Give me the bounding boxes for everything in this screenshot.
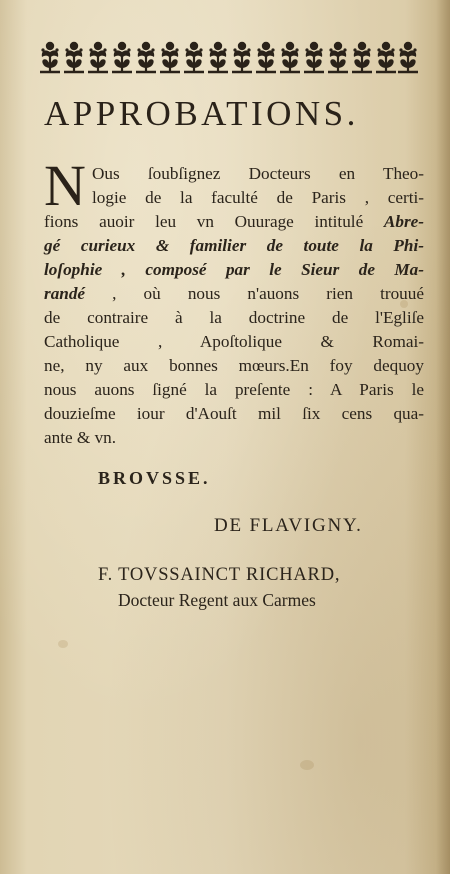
foxing-spot	[58, 640, 68, 648]
text-line	[44, 282, 424, 306]
text-line	[44, 306, 424, 330]
text-line	[44, 354, 424, 378]
text-run: nous auons ſigné la preſente : A Paris le	[44, 380, 424, 399]
text-run: ne, ny aux bonnes mœurs.En foy dequoy	[44, 356, 424, 375]
text-run: , où nous n'auons rien trouué	[85, 284, 424, 303]
signature-richard: F. TOVSSAINCT RICHARD,	[98, 565, 341, 585]
drop-cap: N	[44, 153, 86, 218]
text-run: Ous ſoubſignez Docteurs en Theo-	[92, 164, 424, 183]
text-line	[44, 402, 424, 426]
text-run: douzieſme iour d'Aouſt mil ſix cens qua-	[44, 404, 424, 423]
signature-brousse: BROVSSE.	[98, 468, 211, 488]
book-title-run: Abre-	[383, 212, 424, 231]
page-edge-shadow	[436, 0, 450, 874]
text-run: Catholique , Apoſtolique & Romai-	[44, 332, 424, 351]
text-line	[44, 258, 424, 282]
text-line	[44, 330, 424, 354]
text-run: logie de la faculté de Paris , certi-	[92, 188, 424, 207]
foxing-spot	[300, 760, 314, 770]
text-line	[44, 162, 424, 186]
text-line	[44, 210, 424, 234]
book-title-run: gé curieux & familier de toute la Phi-	[44, 236, 424, 255]
text-line	[44, 426, 424, 450]
text-run: fions auoir leu vn Ouurage intitulé	[44, 212, 384, 231]
book-title-run: loſophie , composé par le Sieur de Ma-	[44, 260, 424, 279]
page-title: APPROBATIONS.	[44, 94, 359, 133]
signature-de-flavigny: DE FLAVIGNY.	[214, 515, 363, 536]
text-line	[44, 378, 424, 402]
fleuron-ornament-band	[40, 38, 418, 74]
approbation-text	[44, 153, 424, 450]
text-run: ante & vn.	[44, 428, 117, 447]
signature-richard-title: Docteur Regent aux Carmes	[118, 590, 316, 610]
text-run: de contraire à la doctrine de l'Egliſe	[44, 308, 424, 327]
text-line	[44, 234, 424, 258]
book-title-run: randé	[44, 284, 86, 303]
text-line	[44, 186, 424, 210]
